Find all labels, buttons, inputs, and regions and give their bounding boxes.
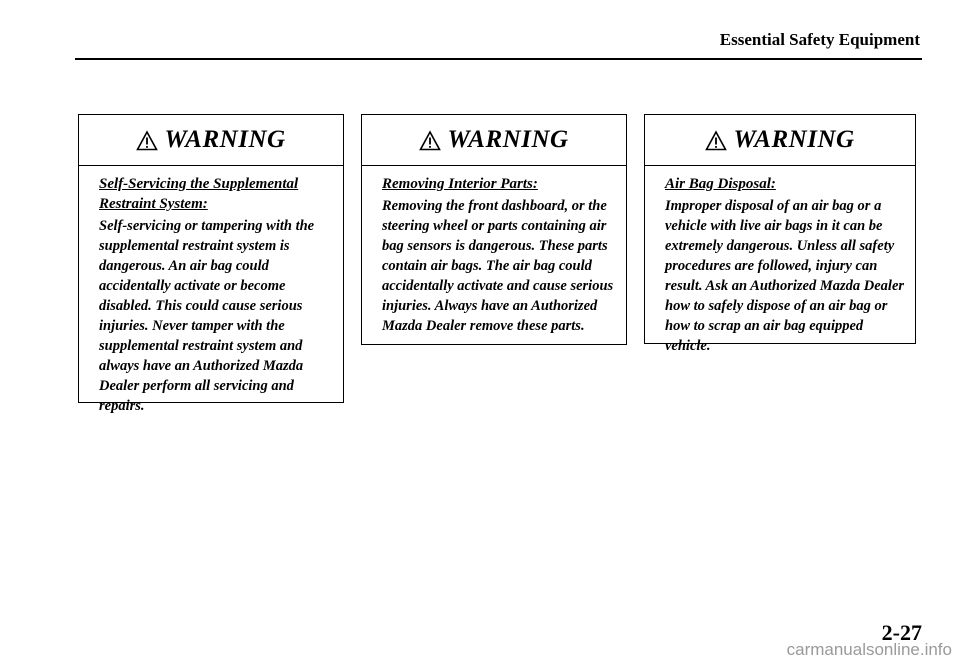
warning-triangle-icon xyxy=(705,130,727,151)
warning-header xyxy=(79,115,343,166)
warning-body xyxy=(362,166,626,344)
warning-text: Improper disposal of an air bag or a vehicle with live air bags in it can be extremely dangerous. Unless all safety procedures are followed, injury can result. Ask an Authorized Mazda Dealer how to safely dispose of an air bag or how to scrap an air bag equipped vehicle. xyxy=(665,198,905,354)
warning-title: WARNING xyxy=(733,126,855,153)
warning-triangle-icon xyxy=(419,130,441,151)
warning-box-air-bag-disposal xyxy=(644,114,916,354)
warning-box-srs-servicing xyxy=(78,114,344,414)
warning-text: Removing the front dashboard, or the steering wheel or parts containing air bag sensors is dangerous. These parts contain air bags. The air bag could accidentally activate and cause serious injuries. Always have an Authorized Mazda Dealer remove these parts. xyxy=(382,198,614,334)
warning-triangle-icon xyxy=(136,130,158,151)
page-number: 2-27 xyxy=(881,620,922,645)
header-divider xyxy=(75,58,922,60)
warning-box-interior-parts xyxy=(361,114,627,345)
warning-header xyxy=(645,115,915,166)
warning-text: Self-servicing or tampering with the supplemental restraint system is dangerous. An air bag could accidentally activate or become disabled. This could cause serious injuries. Never tamper with the supplemental restraint system and always have an Authorized Mazda Dealer perform all servicing and repairs. xyxy=(99,218,315,414)
warning-body xyxy=(79,166,343,424)
warning-title: WARNING xyxy=(164,126,286,153)
warning-subheading: Air Bag Disposal: xyxy=(665,176,776,192)
section-title: Essential Safety Equipment xyxy=(719,30,920,49)
warning-subheading: Removing Interior Parts: xyxy=(382,176,538,192)
site-watermark: carmanualsonline.info xyxy=(786,640,952,659)
warning-subheading: Self-Servicing the Supplemental Restraint System: xyxy=(99,176,299,212)
warning-body xyxy=(645,166,915,364)
warning-header xyxy=(362,115,626,166)
warning-title: WARNING xyxy=(447,126,569,153)
